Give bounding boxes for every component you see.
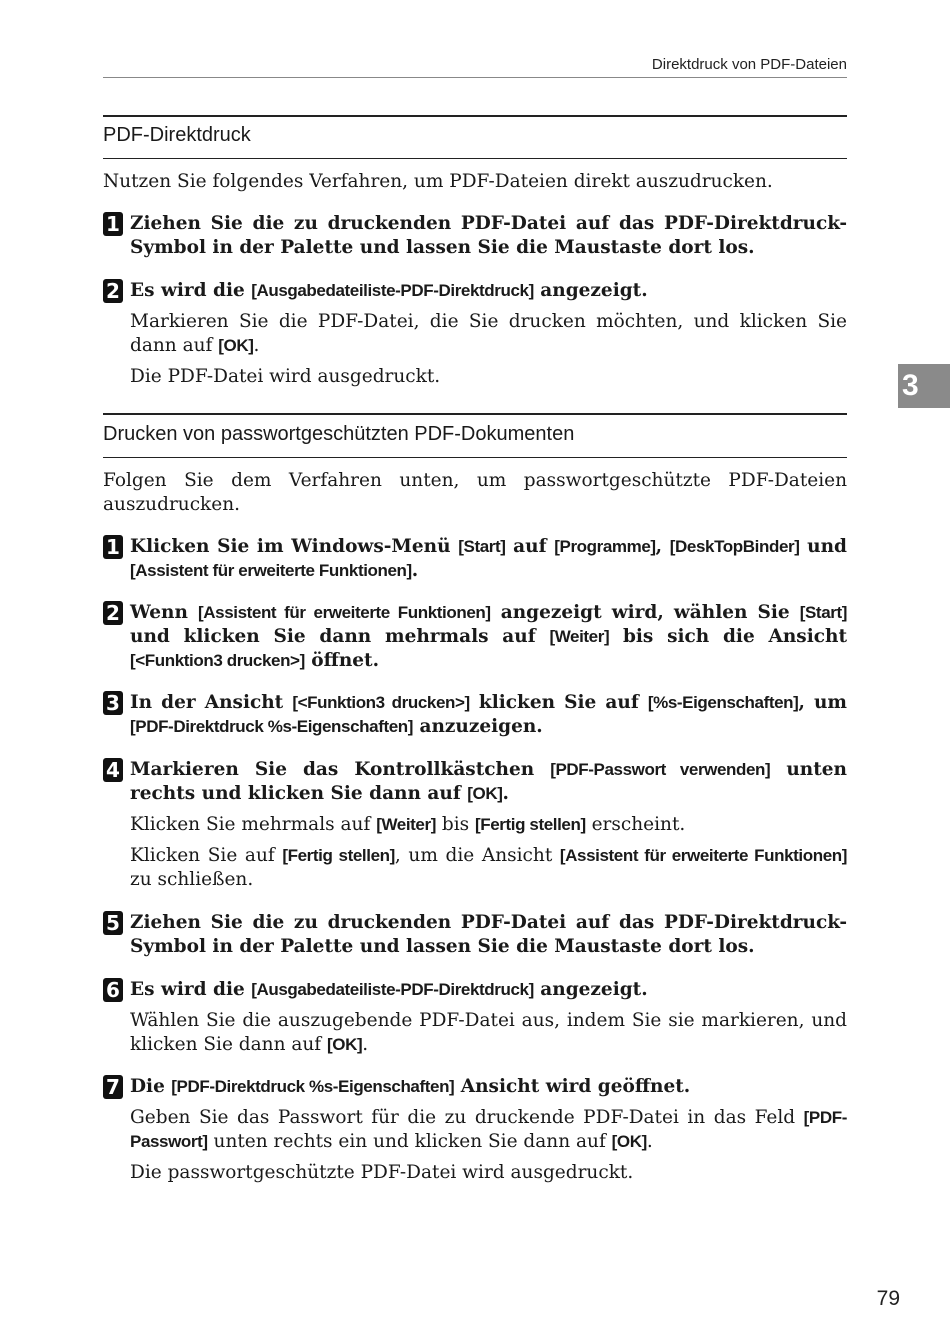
section-rule-top [103,115,847,117]
step-number-badge: 2 [103,279,123,303]
section-rule-bottom [103,457,847,458]
chapter-tab: 3 [898,364,950,408]
section2-step-7 [103,1075,847,1185]
step-instruction: Klicken Sie im Windows-Menü [Start] auf [Programme], [DeskTopBinder] und [Assistent für erweiterte Funktionen]. [130,536,847,581]
running-header: Direktdruck von PDF-Dateien [651,56,847,73]
step-detail: Geben Sie das Passwort für die zu druckende PDF-Datei in das Feld [PDF-Passwort] unten rechts ein und klicken Sie dann auf [OK]. [130,1107,847,1152]
page-number: 79 [876,1287,900,1310]
section-rule-bottom [103,158,847,159]
step-detail: Die passwortgeschützte PDF-Datei wird ausgedruckt. [130,1162,634,1183]
step-detail: Klicken Sie auf [Fertig stellen], um die Ansicht [Assistent für erweiterte Funktionen] zu schließen. [130,845,848,890]
step-detail: Markieren Sie die PDF-Datei, die Sie drucken möchten, und klicken Sie dann auf [OK]. [130,311,847,356]
step-number-badge: 5 [103,911,123,935]
step-instruction: Die [PDF-Direktdruck %s-Eigenschaften] Ansicht wird geöffnet. [130,1076,691,1097]
step-number-badge: 6 [103,978,123,1002]
step-instruction: Es wird die [Ausgabedateiliste-PDF-Direktdruck] angezeigt. [130,280,648,301]
step-instruction: In der Ansicht [<Funktion3 drucken>] klicken Sie auf [%s-Eigenschaften], um [PDF-Direktdruck %s-Eigenschaften] anzuzeigen. [130,692,847,737]
section2-step-3 [103,691,847,739]
step-number-badge: 1 [103,212,123,236]
step-detail: Klicken Sie mehrmals auf [Weiter] bis [Fertig stellen] erscheint. [130,814,686,835]
section2-step-6 [103,978,847,1057]
step-instruction: Markieren Sie das Kontrollkästchen [PDF-Passwort verwenden] unten rechts und klicken Sie dann auf [OK]. [130,759,847,804]
section-rule-top [103,413,847,415]
section1-step-1 [103,212,847,260]
section1-intro: Nutzen Sie folgendes Verfahren, um PDF-Dateien direkt auszudrucken. [103,171,773,192]
section2-step-4 [103,758,847,892]
step-instruction: Es wird die [Ausgabedateiliste-PDF-Direktdruck] angezeigt. [130,979,648,1000]
step-number-badge: 3 [103,691,123,715]
step-number-badge: 2 [103,601,123,625]
step-detail: Wählen Sie die auszugebende PDF-Datei aus, indem Sie sie markieren, und klicken Sie dann auf [OK]. [130,1010,847,1055]
step-number-badge: 4 [103,758,123,782]
section2-step-5 [103,911,847,959]
step-instruction: Wenn [Assistent für erweiterte Funktionen] angezeigt wird, wählen Sie [Start] und klicken Sie dann mehrmals auf [Weiter] bis sich die Ansicht [<Funktion3 drucken>] öffnet. [130,602,847,671]
step-number-badge: 7 [103,1075,123,1099]
step-number-badge: 1 [103,535,123,559]
section2-intro: Folgen Sie dem Verfahren unten, um passwortgeschützte PDF-Dateien auszudrucken. [103,470,847,515]
step-instruction: Ziehen Sie die zu druckenden PDF-Datei auf das PDF-Direktdruck-Symbol in der Palette und lassen Sie die Maustaste dort los. [130,213,847,258]
section2-step-1 [103,535,847,583]
step-detail: Die PDF-Datei wird ausgedruckt. [130,366,441,387]
header-rule [103,77,847,78]
section1-step-2 [103,279,847,389]
section-title-passwort: Drucken von passwortgeschützten PDF-Dokumenten [103,423,575,445]
section-title-pdf-direktdruck: PDF-Direktdruck [103,124,251,146]
step-instruction: Ziehen Sie die zu druckenden PDF-Datei auf das PDF-Direktdruck-Symbol in der Palette und lassen Sie die Maustaste dort los. [130,912,847,957]
section2-step-2 [103,601,847,673]
